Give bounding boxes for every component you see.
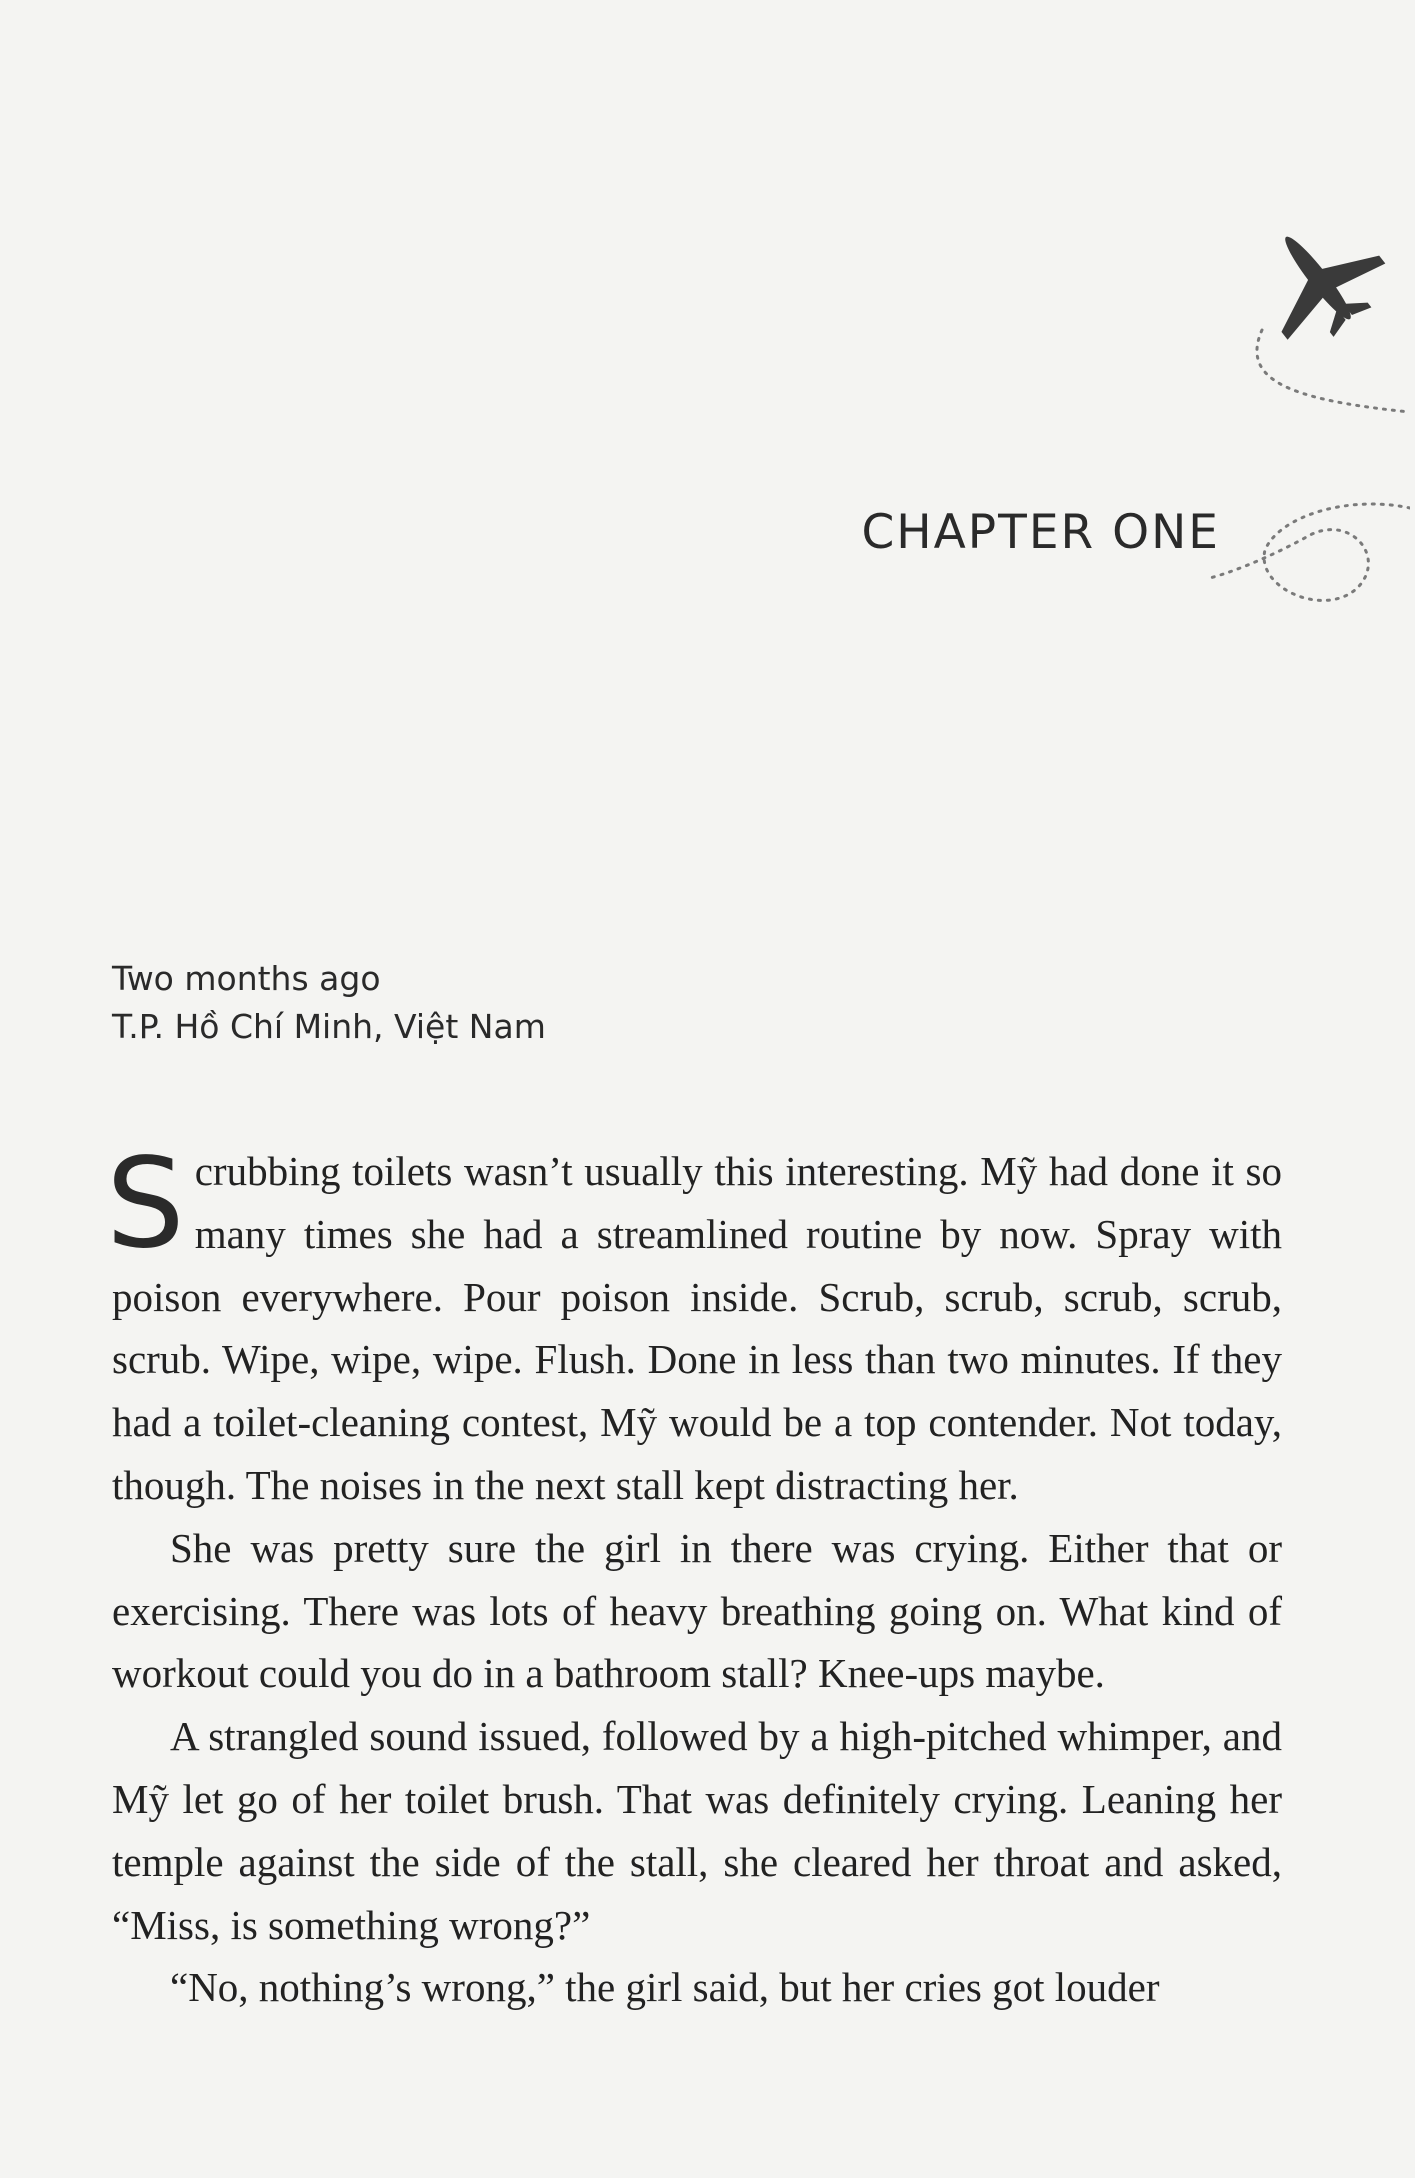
dateline-time: Two months ago — [112, 959, 381, 998]
paragraph: A strangled sound issued, followed by a high-pitched whimper, and Mỹ let go of her toilet brush. That was definitely crying. Leaning her temple against the side of the stall, she cleared her throat and asked, “Miss, is something wrong?” — [112, 1713, 1282, 1948]
paragraph: She was pretty sure the girl in there was crying. Either that or exercising. There was lots of heavy breathing going on. What kind of workout could you do in a bathroom stall? Knee-ups maybe. — [112, 1524, 1282, 1697]
paragraph: “No, nothing’s wrong,” the girl said, but her cries got louder — [170, 1964, 1160, 2011]
chapter-title: CHAPTER ONE — [861, 505, 1220, 560]
airplane-icon — [1200, 190, 1410, 670]
paragraph — [106, 1132, 1282, 1517]
dateline-place: T.P. Hồ Chí Minh, Việt Nam — [112, 1007, 546, 1046]
chapter-body — [106, 1132, 1282, 2019]
drop-cap: S — [106, 1132, 185, 1276]
dateline — [112, 955, 546, 1051]
paragraph-text: crubbing toilets wasn’t usually this interesting. Mỹ had done it so many times she had a streamlined routine by now. Spray with poison everywhere. Pour poison inside. Scrub, scrub, scrub, scrub, scrub. Wipe, wipe, wipe. Flush. Done in less than two minutes. If they had a toilet-cleaning contest, Mỹ would be a top contender. Not today, though. The noises in the next stall kept distracting her. — [112, 1148, 1282, 1508]
